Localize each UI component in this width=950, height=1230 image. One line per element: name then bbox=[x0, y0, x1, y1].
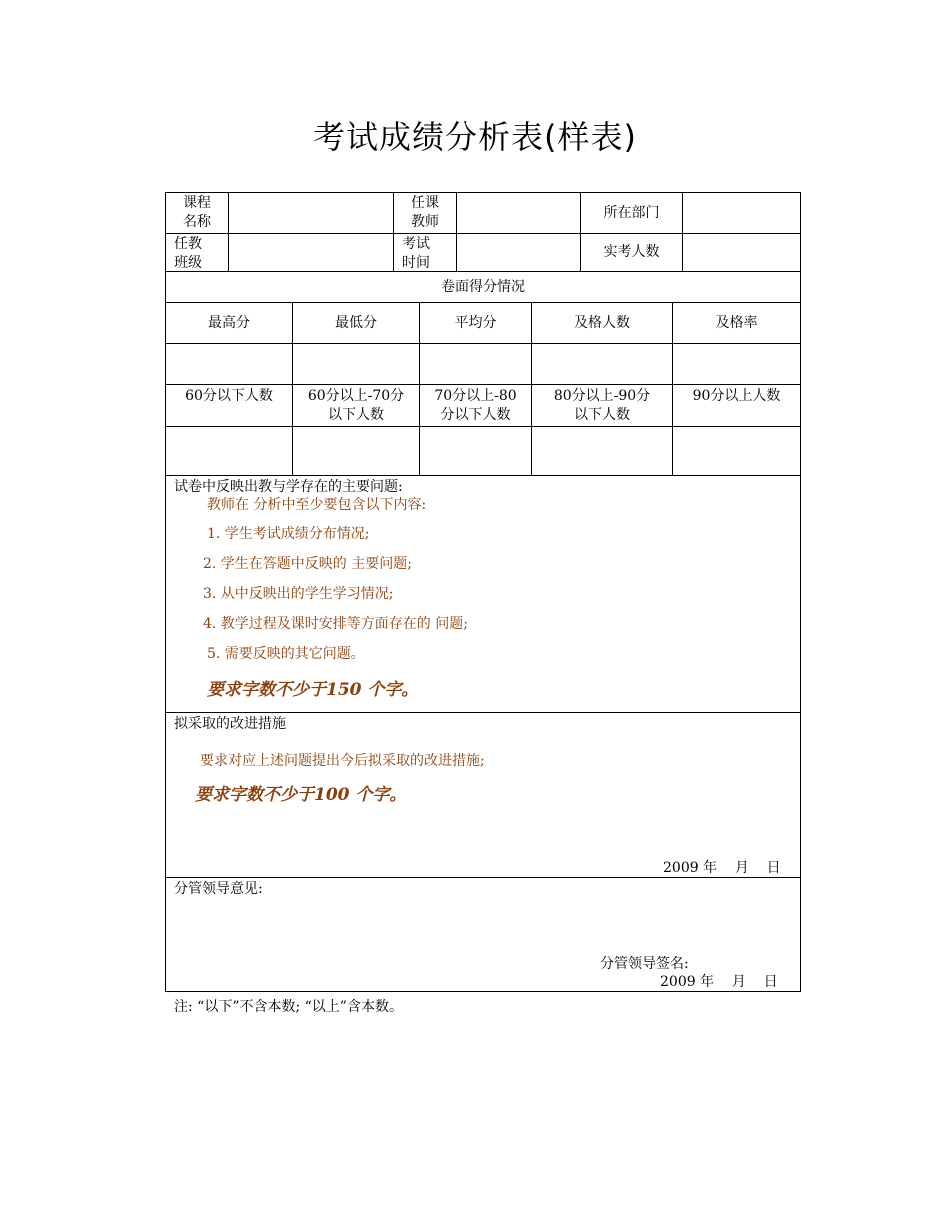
col-70-to-80: 70分以上-80 分以下人数 bbox=[434, 388, 517, 423]
below-60-cell[interactable] bbox=[166, 427, 292, 475]
col-pass-rate: 及格率 bbox=[715, 314, 758, 331]
pass-rate-cell[interactable] bbox=[673, 344, 800, 384]
department-value-cell[interactable] bbox=[683, 193, 800, 233]
department-label: 所在部门 bbox=[603, 204, 660, 221]
teacher-value-cell[interactable] bbox=[457, 193, 580, 233]
leader-heading: 分管领导意见: bbox=[174, 881, 263, 897]
course-name-label: 课程 名称 bbox=[183, 195, 211, 230]
80-to-90-cell[interactable] bbox=[532, 427, 672, 475]
problems-heading: 试卷中反映出教与学存在的主要问题: bbox=[174, 479, 403, 495]
lowest-score-cell[interactable] bbox=[293, 344, 419, 384]
course-name-value-cell[interactable] bbox=[229, 193, 393, 233]
problems-item-3: 3. 从中反映出的学生学习情况; bbox=[203, 586, 394, 602]
page-title: 考试成绩分析表(样表) bbox=[313, 118, 637, 156]
problems-intro: 教师在 分析中至少要包含以下内容: bbox=[207, 497, 427, 513]
measures-heading: 拟采取的改进措施 bbox=[174, 716, 286, 732]
exam-time-value-cell[interactable] bbox=[457, 234, 580, 271]
col-below-60: 60分以下人数 bbox=[185, 388, 273, 404]
col-60-to-70: 60分以上-70分 以下人数 bbox=[307, 388, 405, 423]
leader-signature-label: 分管领导签名: bbox=[600, 956, 689, 972]
problems-item-2: 2. 学生在答题中反映的 主要问题; bbox=[203, 556, 412, 572]
measures-requirement: 要求字数不少于100 个字。 bbox=[195, 785, 407, 805]
col-lowest-score: 最低分 bbox=[335, 314, 377, 331]
teacher-label: 任课 教师 bbox=[411, 195, 439, 230]
col-pass-count: 及格人数 bbox=[574, 314, 630, 331]
exam-time-label: 考试 时间 bbox=[402, 236, 430, 271]
col-80-to-90: 80分以上-90分 以下人数 bbox=[553, 388, 651, 423]
actual-count-label: 实考人数 bbox=[603, 244, 660, 260]
measures-date: 2009 年 月 日 bbox=[663, 860, 781, 876]
leader-date: 2009 年 月 日 bbox=[660, 974, 778, 990]
pass-count-cell[interactable] bbox=[532, 344, 672, 384]
class-label: 任教 班级 bbox=[174, 236, 202, 271]
problems-item-1: 1. 学生考试成绩分布情况; bbox=[207, 526, 370, 542]
problems-item-5: 5. 需要反映的其它问题。 bbox=[207, 646, 365, 662]
actual-count-value-cell[interactable] bbox=[683, 234, 800, 271]
70-to-80-cell[interactable] bbox=[420, 427, 531, 475]
60-to-70-cell[interactable] bbox=[293, 427, 419, 475]
col-above-90: 90分以上人数 bbox=[692, 388, 781, 404]
highest-score-cell[interactable] bbox=[166, 344, 292, 384]
problems-item-4: 4. 教学过程及课时安排等方面存在的 问题; bbox=[203, 616, 468, 632]
above-90-cell[interactable] bbox=[673, 427, 800, 475]
score-section-title: 卷面得分情况 bbox=[441, 278, 525, 295]
footnote: 注: “以下”不含本数; “以上”含本数。 bbox=[174, 999, 403, 1015]
average-score-cell[interactable] bbox=[420, 344, 531, 384]
problems-requirement: 要求字数不少于150 个字。 bbox=[207, 680, 419, 700]
col-average-score: 平均分 bbox=[454, 314, 497, 331]
col-highest-score: 最高分 bbox=[208, 314, 250, 331]
measures-intro: 要求对应上述问题提出今后拟采取的改进措施; bbox=[200, 753, 485, 769]
class-value-cell[interactable] bbox=[229, 234, 393, 271]
